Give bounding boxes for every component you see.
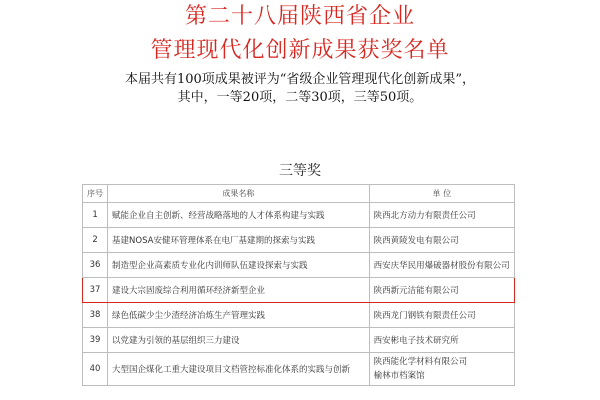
- section-title: 三等奖: [279, 163, 321, 179]
- table-header-row: [83, 185, 515, 203]
- row-unit: 陕西龙门钢铁有限责任公司: [369, 303, 514, 328]
- row-unit: 陕西北方动力有限责任公司: [369, 203, 514, 228]
- row-unit: 西安彬电子技术研究所: [369, 328, 514, 353]
- row-name: 制造型企业高素质专业化内训师队伍建设探索与实践: [108, 253, 370, 278]
- row-name: 赋能企业自主创新、经营战略落地的人才体系构建与实践: [108, 203, 370, 228]
- awards-table: [82, 184, 515, 386]
- row-no: 37: [83, 278, 108, 303]
- table-row: [83, 228, 515, 253]
- table-row: [83, 253, 515, 278]
- row-no: 2: [83, 228, 108, 253]
- row-unit-line-1: 陕西能化学材料有限公司: [373, 357, 468, 367]
- row-no: 36: [83, 253, 108, 278]
- row-name: 绿色低碳少尘少渣经济冶炼生产管理实践: [108, 303, 370, 328]
- table-row: [83, 353, 515, 386]
- page-title-line-1: 第二十八届陕西省企业: [184, 4, 415, 29]
- row-no: 39: [83, 328, 108, 353]
- row-unit: 陕西新元洁能有限公司: [369, 278, 514, 303]
- row-no: 40: [83, 353, 108, 386]
- header-name: 成果名称: [108, 185, 370, 203]
- row-unit-line-2: 榆林市档案馆: [373, 371, 425, 381]
- row-unit: [369, 353, 514, 386]
- intro-line-1: 本届共有100项成果被评为“省级企业管理现代化创新成果”，: [124, 72, 476, 87]
- page-title-line-2: 管理现代化创新成果获奖名单: [150, 38, 450, 63]
- table-row: [83, 203, 515, 228]
- table-row: [83, 328, 515, 353]
- row-unit: 西安庆华民用爆破器材股份有限公司: [369, 253, 514, 278]
- row-unit: 陕西黄陵发电有限公司: [369, 228, 514, 253]
- row-name: 基建NOSA安健环管理体系在电厂基建期的探索与实践: [108, 228, 370, 253]
- table-row: [83, 303, 515, 328]
- intro-line-2: 其中，一等20项，二等30项，三等50项。: [177, 90, 423, 105]
- row-name: 大型国企煤化工重大建设项目文档管控标准化体系的实践与创新: [108, 353, 370, 386]
- table-row-highlighted: [83, 278, 515, 303]
- row-no: 1: [83, 203, 108, 228]
- row-name: 以党建为引领的基层组织三力建设: [108, 328, 370, 353]
- row-name: 建设大宗固废综合利用循环经济新型企业: [108, 278, 370, 303]
- header-no: 序号: [83, 185, 108, 203]
- row-no: 38: [83, 303, 108, 328]
- header-unit: 单 位: [369, 185, 514, 203]
